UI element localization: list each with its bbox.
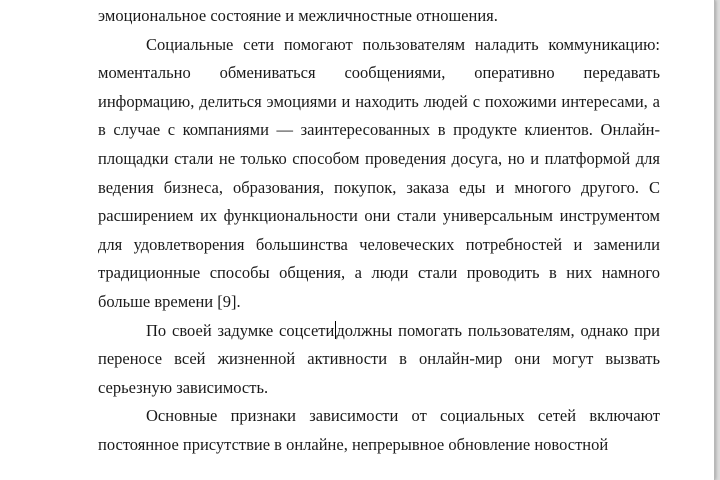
paragraph-social-networks: Социальные сети помогают пользователям наладить коммуникацию: моментально обмениваться сообщениями, оперативно передавать информацию, делиться эмоциями и находить людей с похожими интересами, а в случае с компаниями — заинтересованных в продукте клиентов. Онлайн-площадки стали не только способом проведения досуга, но и платформой для ведения бизнеса, образования, покупок, заказа еды и многого другого. С расширением их функциональности они стали универсальным инструментом для удовлетворения большинства человеческих потребностей и заменили традиционные способы общения, а люди стали проводить в них намного больше времени [9]. [98,34,660,311]
document-body[interactable] [98,2,660,460]
paragraph-design-intent [98,317,660,403]
paragraph-text-before-cursor: По своей задумке соцсети [146,320,335,340]
paragraph-addiction-signs: Основные признаки зависимости от социальных сетей включают постоянное присутствие в онлайне, непрерывное обновление новостной [98,406,660,454]
paragraph-text-after-cursor: должны помогать пользователям, однако при переносе всей жизненной активности в онлайн-мир они могут вызвать серьезную зависимость. [98,320,660,397]
paragraph-continuation: эмоциональное состояние и межличностные отношения. [98,6,498,25]
